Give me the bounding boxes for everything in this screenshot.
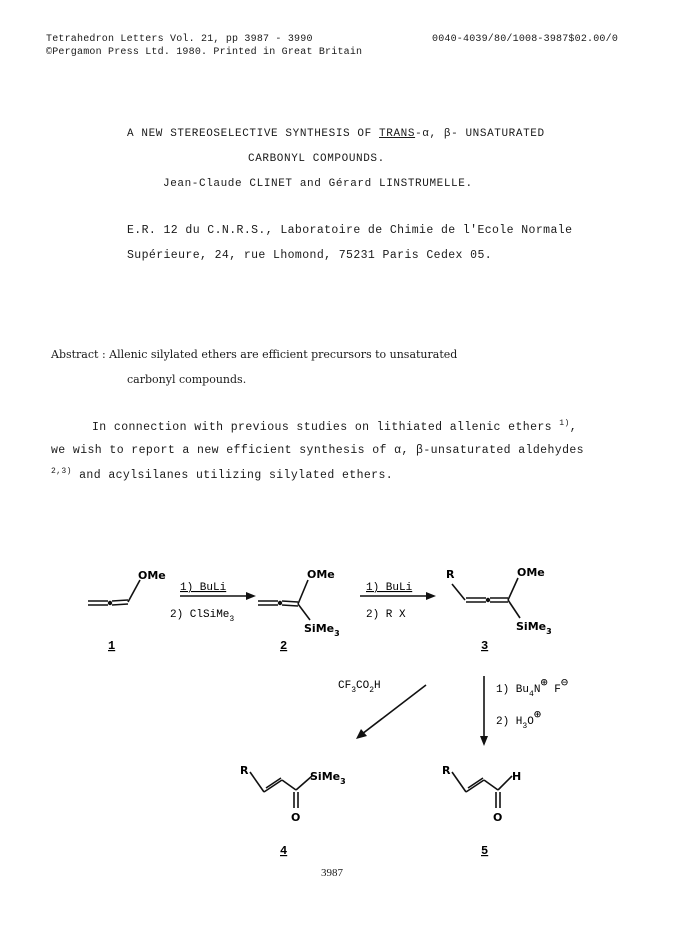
reagent-cf3co2h: $CF_3CO_2H$ — [338, 680, 381, 695]
affiliation-line-1: E.R. 12 du C.N.R.S., Laboratoire de Chimie de l'Ecole Normale — [127, 224, 573, 237]
compound-number-5: 5 — [481, 844, 489, 858]
c3-r: R — [446, 568, 455, 581]
compound-1-structure — [88, 580, 140, 605]
reagent-fluoride: 1) $Bu_4N\oplus$ F⊖ — [496, 676, 569, 699]
title-trans: TRANS — [379, 128, 416, 140]
abstract-line-1: Abstract : Allenic silylated ethers are efficient precursors to unsaturated — [51, 348, 458, 361]
intro-line-1: In connection with previous studies on lithiated allenic ethers $^{1)}$, — [92, 419, 578, 434]
compound-2-structure — [258, 580, 310, 620]
step2-buli: 1) BuLi — [366, 582, 413, 594]
intro-line-3: $^{2,3)}$ and acylsilanes utilizing silylated ethers. — [51, 467, 394, 482]
c2-sime3: SiMe$_3$ — [304, 622, 340, 638]
c3-sime3: SiMe$_3$ — [516, 620, 552, 636]
title-line-1: A NEW STEREOSELECTIVE SYNTHESIS OF TRANS-α, β- UNSATURATED — [127, 128, 545, 140]
step2-rx: 2) R X — [366, 609, 406, 621]
c2-ome: OMe — [307, 568, 335, 581]
c5-r: R — [442, 764, 451, 777]
abstract-line-2: carbonyl compounds. — [127, 373, 247, 386]
ref-2-3: 2,3) — [51, 467, 72, 476]
authors: Jean-Claude CLINET and Gérard LINSTRUMELLE. — [163, 178, 473, 190]
intro-line-2: we wish to report a new efficient synthesis of α, β-unsaturated aldehydes — [51, 444, 584, 457]
page-number: 3987 — [321, 867, 343, 879]
affiliation-line-2: Supérieure, 24, rue Lhomond, 75231 Paris Cedex 05. — [127, 249, 493, 262]
compound-number-1: 1 — [108, 639, 116, 653]
arrowhead-2 — [426, 592, 436, 600]
arrowhead-1 — [246, 592, 256, 600]
article-code: 0040-4039/80/1008-3987$02.00/0 — [432, 34, 619, 45]
compound-number-3: 3 — [481, 639, 489, 653]
c4-sime3: SiMe$_3$ — [310, 770, 346, 786]
compound-4-structure — [250, 772, 312, 808]
copyright-line: ©Pergamon Press Ltd. 1980. Printed in Great Britain — [46, 47, 363, 58]
c4-r: R — [240, 764, 249, 777]
reagent-hydrolysis: 2) $H_3O\oplus$ — [496, 708, 542, 731]
compound-number-2: 2 — [280, 639, 288, 653]
c1-ome: OMe — [138, 569, 166, 582]
compound-number-4: 4 — [280, 844, 288, 858]
title-line-2: CARBONYL COMPOUNDS. — [248, 153, 385, 165]
c4-o: O — [291, 811, 301, 824]
compound-3-structure — [452, 578, 520, 618]
journal-citation: Tetrahedron Letters Vol. 21, pp 3987 - 3990 — [46, 34, 313, 45]
c5-h: H — [512, 770, 522, 783]
compound-5-structure — [452, 772, 512, 808]
arrowhead-to-5 — [480, 736, 488, 746]
ref-1: 1) — [559, 419, 570, 428]
step1-buli: 1) BuLi — [180, 582, 227, 594]
c3-ome: OMe — [517, 566, 545, 579]
reaction-scheme — [0, 540, 680, 870]
c5-o: O — [493, 811, 503, 824]
step1-clsime3: 2) ClSiMe$_3$ — [170, 609, 235, 624]
